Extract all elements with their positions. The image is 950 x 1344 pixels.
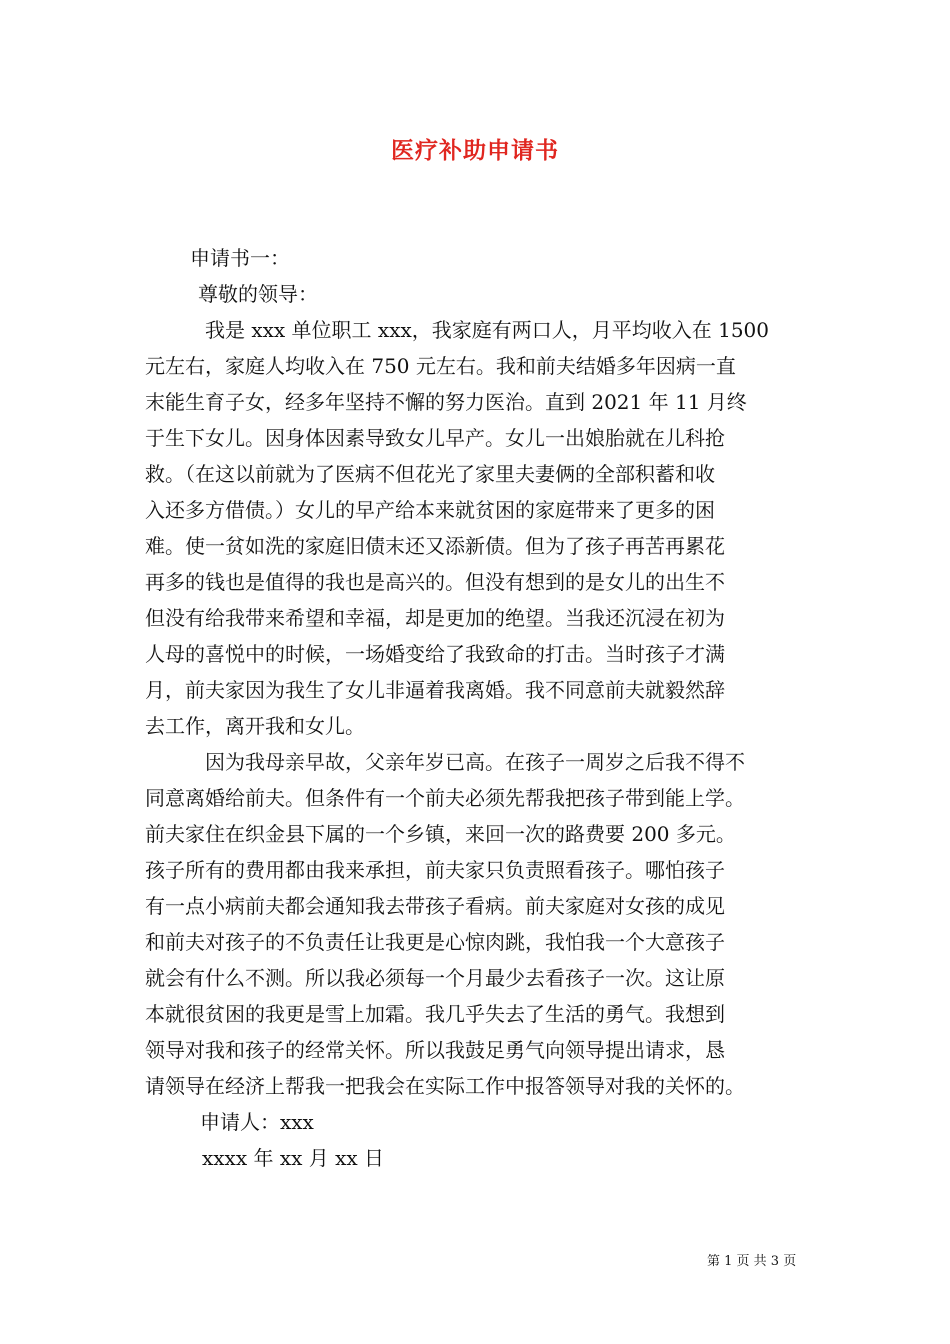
text-line: 救。（在这以前就为了医病不但花光了家里夫妻俩的全部积蓄和收 <box>145 462 715 486</box>
text-line: 孩子所有的费用都由我来承担，前夫家只负责照看孩子。哪怕孩子 <box>145 858 725 882</box>
text-line: 再多的钱也是值得的我也是高兴的。但没有想到的是女儿的出生不 <box>145 570 725 594</box>
text-line: 月，前夫家因为我生了女儿非逼着我离婚。我不同意前夫就毅然辞 <box>145 678 725 702</box>
document-title: 医疗补助申请书 <box>391 137 559 164</box>
text-line: 难。使一贫如洗的家庭旧债末还又添新债。但为了孩子再苦再累花 <box>145 534 725 558</box>
text-line: 请领导在经济上帮我一把我会在实际工作中报答领导对我的关怀的。 <box>145 1074 745 1098</box>
text-line: 本就很贫困的我更是雪上加霜。我几乎失去了生活的勇气。我想到 <box>145 1002 725 1026</box>
text-line: 末能生育子女，经多年坚持不懈的努力医治。直到 2021 年 11 月终 <box>145 390 747 414</box>
text-line: 和前夫对孩子的不负责任让我更是心惊肉跳，我怕我一个大意孩子 <box>145 930 725 954</box>
text-line: 就会有什么不测。所以我必须每一个月最少去看孩子一次。这让原 <box>145 966 725 990</box>
text-line: 有一点小病前夫都会通知我去带孩子看病。前夫家庭对女孩的成见 <box>145 894 725 918</box>
text-line: 但没有给我带来希望和幸福，却是更加的绝望。当我还沉浸在初为 <box>145 606 725 630</box>
letter-heading: 申请书一： <box>190 246 290 270</box>
letter-date: xxxx 年 xx 月 xx 日 <box>202 1146 385 1170</box>
text-line: 同意离婚给前夫。但条件有一个前夫必须先帮我把孩子带到能上学。 <box>145 786 745 810</box>
text-line: 元左右，家庭人均收入在 750 元左右。我和前夫结婚多年因病一直 <box>145 354 736 378</box>
text-line: 入还多方借债。）女儿的早产给本来就贫困的家庭带来了更多的困 <box>145 498 715 522</box>
text-line: 我是 xxx 单位职工 xxx，我家庭有两口人，月平均收入在 1500 <box>205 318 770 342</box>
applicant-signature: 申请人：xxx <box>200 1110 314 1134</box>
text-line: 因为我母亲早故，父亲年岁已高。在孩子一周岁之后我不得不 <box>205 750 745 774</box>
paragraph-1 <box>145 312 825 744</box>
paragraph-2 <box>145 744 825 1104</box>
text-line: 前夫家住在织金县下属的一个乡镇，来回一次的路费要 200 多元。 <box>145 822 736 846</box>
page-number: 第 1 页 共 3 页 <box>707 1254 797 1269</box>
text-line: 于生下女儿。因身体因素导致女儿早产。女儿一出娘胎就在儿科抢 <box>145 426 725 450</box>
text-line: 人母的喜悦中的时候，一场婚变给了我致命的打击。当时孩子才满 <box>145 642 725 666</box>
text-line: 去工作，离开我和女儿。 <box>145 714 365 738</box>
document-body <box>145 240 825 1176</box>
text-line: 领导对我和孩子的经常关怀。所以我鼓足勇气向领导提出请求，恳 <box>145 1038 725 1062</box>
letter-greeting: 尊敬的领导： <box>198 282 318 306</box>
